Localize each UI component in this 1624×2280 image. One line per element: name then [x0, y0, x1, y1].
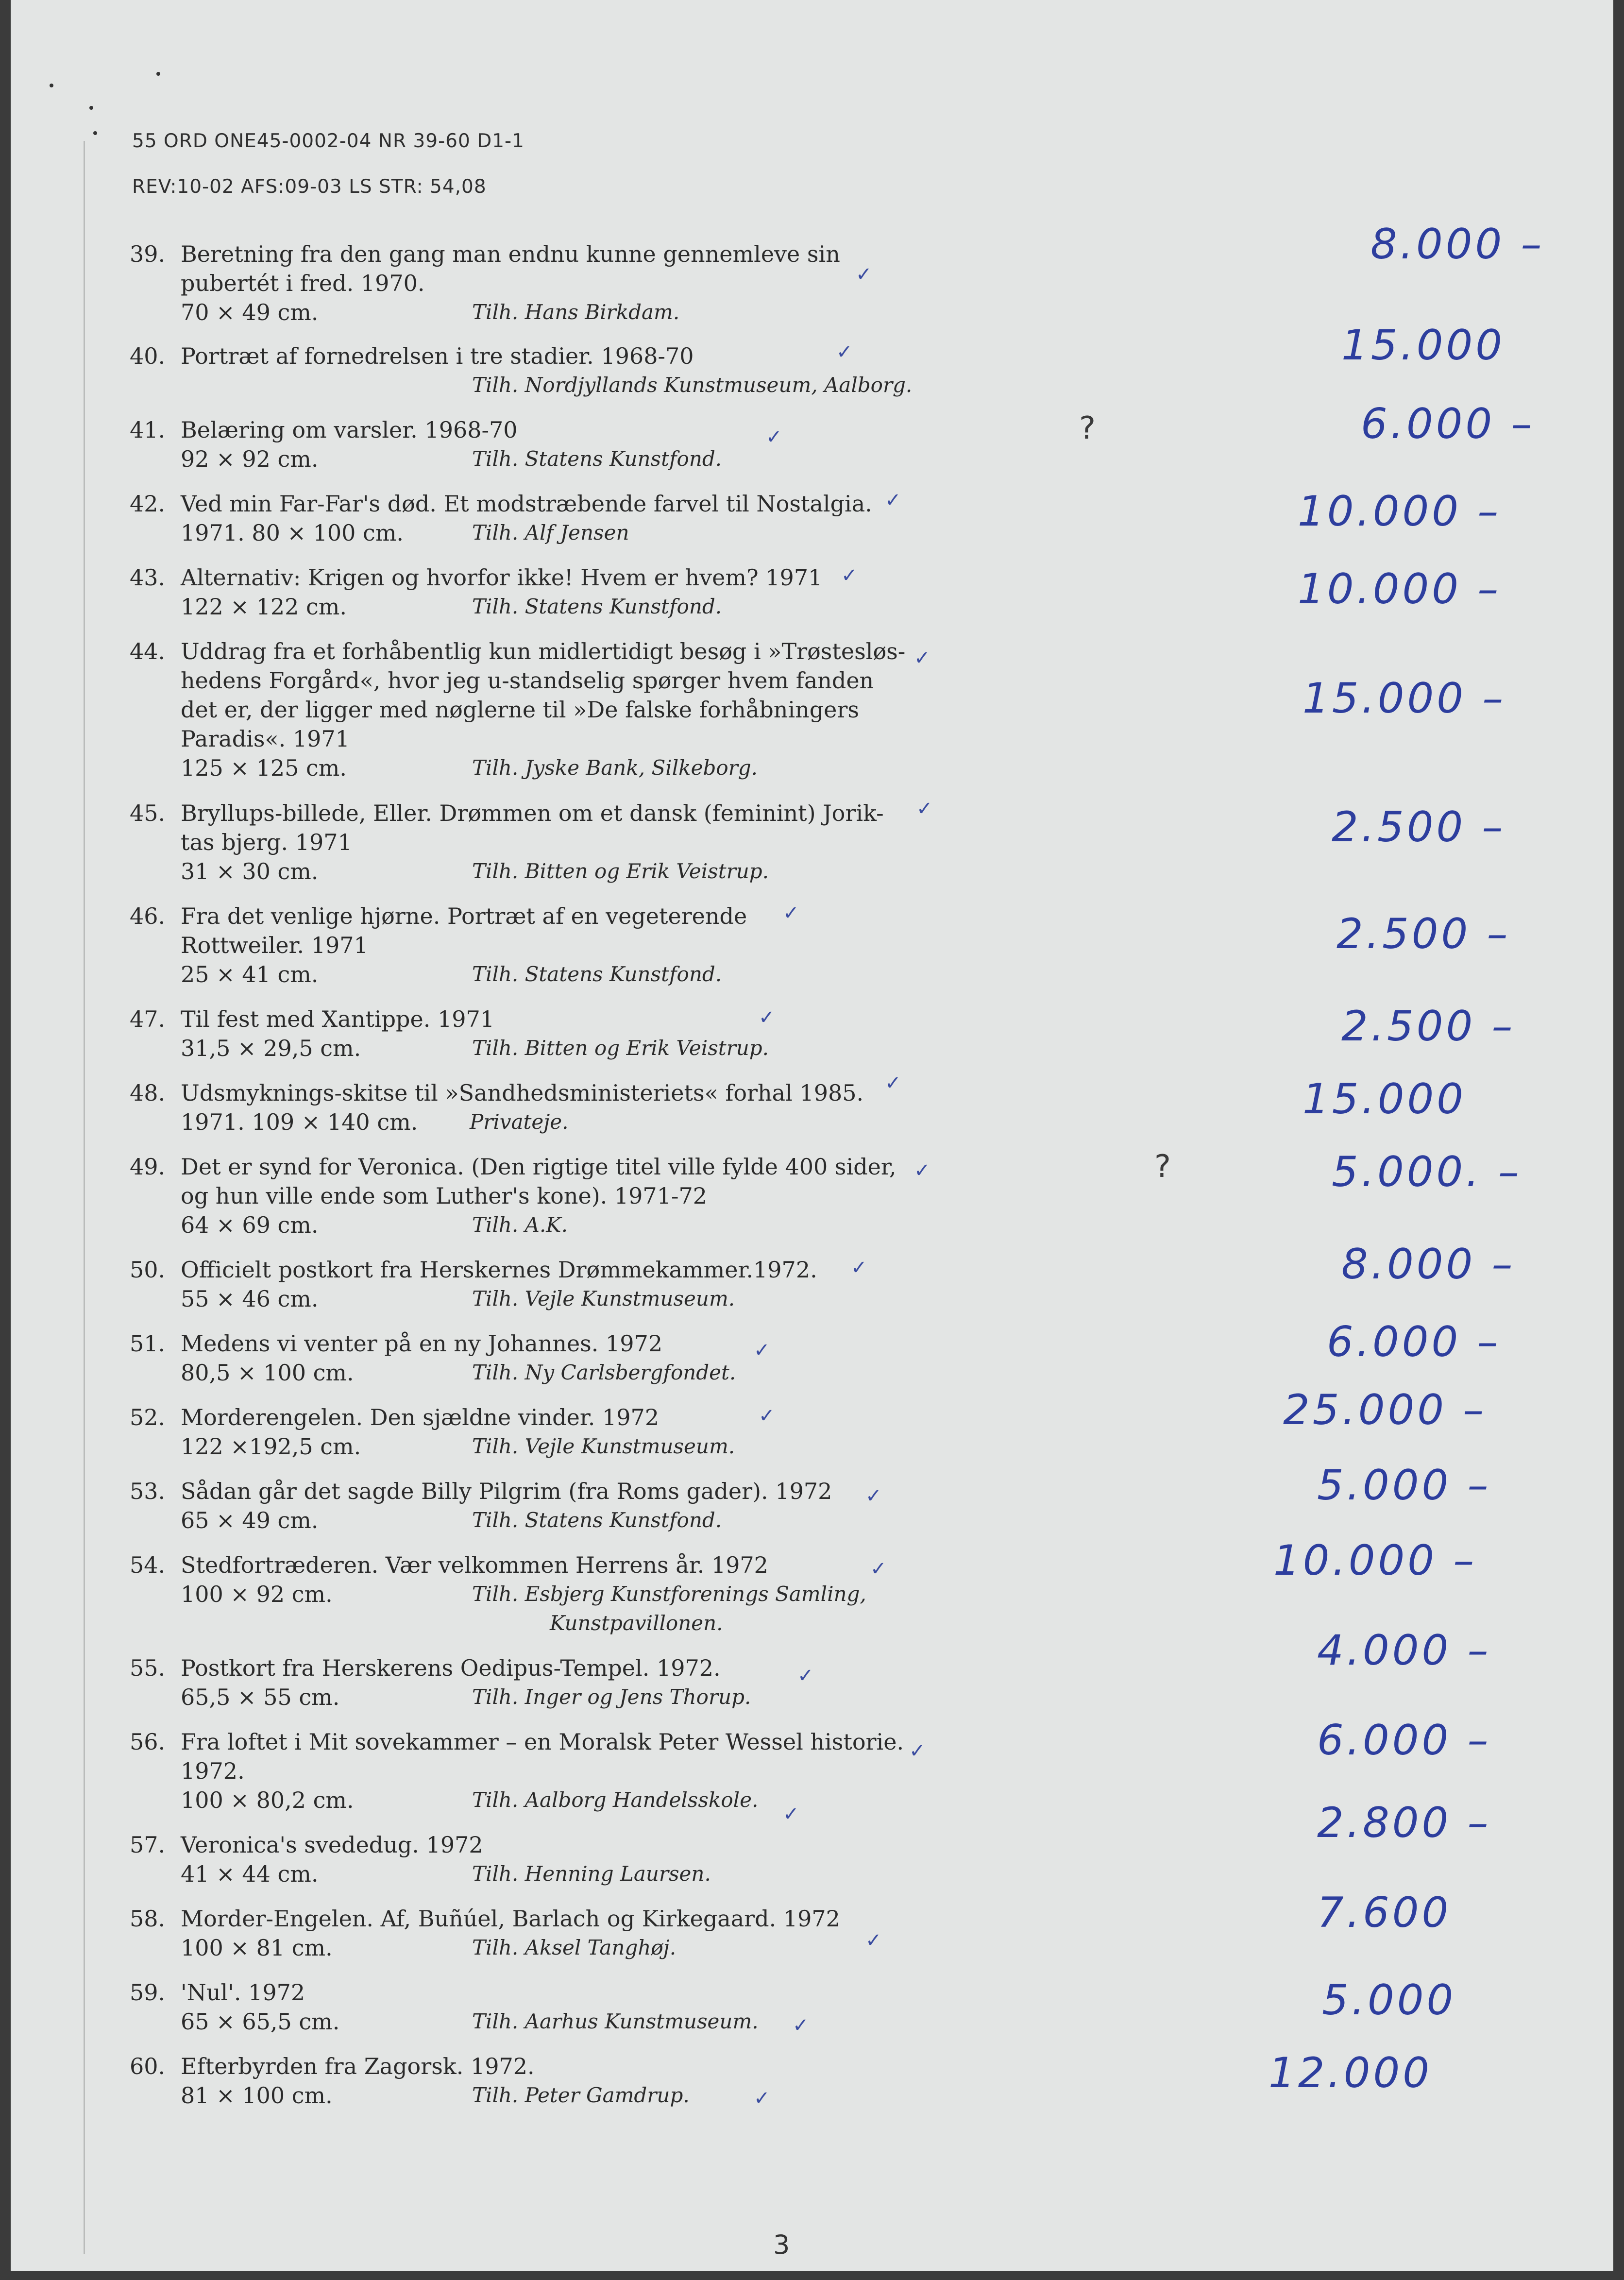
- entry-dimensions: 100 × 81 cm.: [181, 1935, 333, 1961]
- entry-number: 60.: [130, 2053, 166, 2079]
- entry-dimensions: 80,5 × 100 cm.: [181, 1360, 354, 1386]
- catalogue-entry: [130, 563, 955, 621]
- entry-owner: Tilh. Henning Laursen.: [472, 1862, 711, 1886]
- check-mark: ✓: [914, 647, 930, 669]
- catalogue-entry: [130, 1978, 955, 2036]
- entry-title-line: Beretning fra den gang man endnu kunne gennemleve sin: [181, 241, 840, 267]
- entry-owner: Tilh. Aksel Tanghøj.: [472, 1936, 677, 1959]
- entry-title-line: Morderengelen. Den sjældne vinder. 1972: [181, 1404, 660, 1430]
- entry-title-line: Udsmyknings-skitse til »Sandhedsministeriets« forhal 1985.: [181, 1080, 864, 1106]
- catalogue-entry: [130, 1255, 955, 1313]
- entry-owner: Tilh. Ny Carlsbergfondet.: [472, 1361, 736, 1384]
- entry-dimensions: 41 × 44 cm.: [181, 1861, 319, 1887]
- handwritten-price: 15.000 –: [1303, 674, 1506, 723]
- entry-title-line: Bryllups-billede, Eller. Drømmen om et dansk (feminint) Jorik-: [181, 800, 884, 826]
- entry-owner: Tilh. Esbjerg Kunstforenings Samling,: [472, 1582, 866, 1606]
- check-mark: ✓: [856, 263, 872, 286]
- check-mark: ✓: [851, 1257, 867, 1279]
- check-mark: ✓: [766, 426, 782, 448]
- entry-number: 49.: [130, 1154, 166, 1180]
- entry-owner: Tilh. Aalborg Handelsskole.: [472, 1788, 759, 1812]
- entry-dimensions: 65 × 49 cm.: [181, 1507, 319, 1533]
- catalogue-entry: [130, 341, 955, 397]
- entry-dimensions: 1971. 80 × 100 cm.: [181, 520, 404, 546]
- entry-title-line: Morder-Engelen. Af, Buñúel, Barlach og Kirkegaard. 1972: [181, 1906, 840, 1932]
- entry-number: 55.: [130, 1655, 166, 1681]
- entry-dimensions: 81 × 100 cm.: [181, 2082, 333, 2109]
- ink-dot: [93, 131, 97, 135]
- entry-owner: Tilh. Alf Jensen: [472, 521, 629, 544]
- catalogue-entry: [130, 902, 955, 989]
- entry-number: 57.: [130, 1832, 166, 1858]
- question-mark: ?: [1154, 1149, 1171, 1185]
- entry-title-line: Belæring om varsler. 1968-70: [181, 417, 518, 443]
- check-mark: ✓: [885, 1072, 901, 1094]
- entry-dimensions: 55 × 46 cm.: [181, 1286, 319, 1312]
- handwritten-price: 8.000 –: [1341, 1240, 1516, 1289]
- entry-dimensions: 31 × 30 cm.: [181, 858, 319, 885]
- handwritten-price: 10.000 –: [1273, 1536, 1477, 1585]
- ink-dot: [89, 106, 93, 110]
- entry-number: 46.: [130, 903, 166, 929]
- entry-title-line: 'Nul'. 1972: [181, 1979, 305, 2006]
- entry-dimensions: 100 × 92 cm.: [181, 1581, 333, 1607]
- entry-title-line: Officielt postkort fra Herskernes Drømmekammer.1972.: [181, 1257, 817, 1283]
- catalogue-entry: [130, 1329, 955, 1387]
- entry-title-line: Fra det venlige hjørne. Portræt af en vegeterende: [181, 903, 747, 929]
- check-mark: ✓: [916, 798, 933, 820]
- entry-owner: Tilh. Bitten og Erik Veistrup.: [472, 859, 769, 883]
- entry-title-line: Stedfortræderen. Vær velkommen Herrens år. 1972: [181, 1552, 768, 1578]
- entry-owner: Tilh. Hans Birkdam.: [472, 300, 680, 324]
- entry-number: 48.: [130, 1080, 166, 1106]
- entry-owner: Tilh. Bitten og Erik Veistrup.: [472, 1036, 769, 1060]
- check-mark: ✓: [754, 2087, 770, 2110]
- entry-number: 40.: [130, 343, 166, 369]
- handwritten-price: 6.000 –: [1327, 1318, 1501, 1366]
- entry-dimensions: 100 × 80,2 cm.: [181, 1787, 354, 1813]
- handwritten-price: 2.500 –: [1336, 910, 1511, 958]
- entry-owner: Tilh. A.K.: [472, 1213, 568, 1237]
- stamp-header-line-2: REV:10-02 AFS:09-03 LS STR: 54,08: [132, 176, 487, 198]
- entry-dimensions: 92 × 92 cm.: [181, 446, 319, 472]
- entry-dimensions: 25 × 41 cm.: [181, 961, 319, 987]
- entry-dimensions: 31,5 × 29,5 cm.: [181, 1035, 361, 1061]
- catalogue-entry: [130, 1403, 955, 1461]
- entry-owner: Tilh. Jyske Bank, Silkeborg.: [472, 756, 758, 780]
- entry-number: 56.: [130, 1729, 166, 1755]
- check-mark: ✓: [759, 1405, 775, 1427]
- catalogue-entry: [130, 799, 955, 886]
- entry-title-line: Fra loftet i Mit sovekammer – en Moralsk Peter Wessel historie.: [181, 1729, 904, 1755]
- entry-owner: Tilh. Vejle Kunstmuseum.: [472, 1287, 735, 1310]
- check-mark: ✓: [870, 1558, 887, 1580]
- entry-title-line: det er, der ligger med nøglerne til »De falske forhåbningers: [181, 697, 860, 723]
- handwritten-price: 6.000 –: [1361, 400, 1535, 448]
- entry-title-line: tas bjerg. 1971: [181, 829, 352, 855]
- entry-dimensions: 125 × 125 cm.: [181, 755, 347, 781]
- catalogue-entry: [130, 489, 955, 547]
- handwritten-price: 7.600: [1317, 1889, 1452, 1937]
- handwritten-price: 6.000 –: [1317, 1716, 1491, 1765]
- check-mark: ✓: [797, 1665, 814, 1687]
- entry-title-line: 1972.: [181, 1758, 245, 1784]
- entry-title-line: Veronica's svededug. 1972: [181, 1832, 483, 1858]
- entry-number: 42.: [130, 491, 166, 517]
- handwritten-price: 5.000. –: [1332, 1148, 1522, 1196]
- catalogue-entry: [130, 239, 955, 327]
- entry-owner: Tilh. Peter Gamdrup.: [472, 2083, 690, 2107]
- entry-owner: Tilh. Nordjyllands Kunstmuseum, Aalborg.: [472, 373, 913, 397]
- entry-number: 53.: [130, 1478, 166, 1504]
- check-mark: ✓: [793, 2014, 809, 2037]
- check-mark: ✓: [759, 1006, 775, 1029]
- stamp-header-line-1: 55 ORD ONE45-0002-04 NR 39-60 D1-1: [132, 130, 524, 152]
- catalogue-entry: [130, 2052, 955, 2110]
- entry-title-line: Medens vi venter på en ny Johannes. 1972: [181, 1330, 663, 1357]
- entry-title-line: og hun ville ende som Luther's kone). 1971-72: [181, 1183, 708, 1209]
- entry-number: 50.: [130, 1257, 166, 1283]
- entry-title-line: pubertét i fred. 1970.: [181, 270, 425, 296]
- ink-dot: [50, 84, 53, 87]
- entry-dimensions: 122 ×192,5 cm.: [181, 1433, 361, 1460]
- entry-title-line: Det er synd for Veronica. (Den rigtige titel ville fylde 400 sider,: [181, 1154, 897, 1180]
- handwritten-price: 2.500 –: [1341, 1002, 1516, 1051]
- check-mark: ✓: [909, 1740, 926, 1762]
- entry-number: 41.: [130, 417, 166, 443]
- entry-number: 52.: [130, 1404, 166, 1430]
- question-mark: ?: [1079, 410, 1096, 446]
- catalogue-entry: [130, 637, 955, 783]
- entry-title-line: Paradis«. 1971: [181, 726, 350, 752]
- entry-owner-line-2: Kunstpavillonen.: [550, 1611, 723, 1635]
- check-mark: ✓: [754, 1339, 770, 1361]
- handwritten-price: 15.000: [1303, 1075, 1466, 1123]
- margin-line: [84, 141, 85, 2254]
- entry-title-line: Til fest med Xantippe. 1971: [181, 1006, 495, 1032]
- handwritten-price: 2.500 –: [1332, 803, 1506, 851]
- catalogue-entry: [130, 1904, 955, 1962]
- handwritten-price: 5.000 –: [1317, 1461, 1491, 1510]
- ink-dot: [156, 72, 160, 76]
- catalogue-entry: [130, 1078, 955, 1137]
- handwritten-price: 2.800 –: [1317, 1799, 1491, 1847]
- handwritten-price: 10.000 –: [1298, 487, 1502, 536]
- entry-title-line: Postkort fra Herskerens Oedipus-Tempel. 1972.: [181, 1655, 721, 1681]
- entry-title-line: Ved min Far-Far's død. Et modstræbende farvel til Nostalgia.: [181, 491, 872, 517]
- check-mark: ✓: [865, 1929, 882, 1952]
- entry-dimensions: 65,5 × 55 cm.: [181, 1684, 340, 1710]
- catalogue-entry: [130, 1653, 955, 1712]
- handwritten-price: 5.000: [1322, 1976, 1456, 2025]
- check-mark: ✓: [885, 489, 901, 511]
- entry-owner: Tilh. Statens Kunstfond.: [472, 447, 722, 471]
- entry-owner: Tilh. Aarhus Kunstmuseum.: [472, 2009, 759, 2033]
- entry-number: 43.: [130, 564, 166, 591]
- entry-owner: Tilh. Inger og Jens Thorup.: [472, 1685, 751, 1709]
- catalogue-entry: [130, 1004, 955, 1063]
- entry-number: 54.: [130, 1552, 166, 1578]
- entry-dimensions: 122 × 122 cm.: [181, 594, 347, 620]
- entry-dimensions: 70 × 49 cm.: [181, 299, 319, 325]
- check-mark: ✓: [836, 341, 853, 363]
- check-mark: ✓: [783, 1803, 799, 1825]
- entry-title-line: Alternativ: Krigen og hvorfor ikke! Hvem er hvem? 1971: [181, 564, 823, 591]
- entry-owner: Tilh. Statens Kunstfond.: [472, 1508, 722, 1532]
- entry-owner: Privateje.: [470, 1110, 569, 1134]
- handwritten-price: 4.000 –: [1317, 1626, 1491, 1675]
- entry-number: 51.: [130, 1330, 166, 1357]
- catalogue-entry: [130, 1152, 955, 1240]
- catalogue-entry: [130, 1727, 955, 1815]
- catalogue-entry: [130, 1477, 955, 1535]
- check-mark: ✓: [783, 902, 799, 924]
- entry-title-line: Uddrag fra et forhåbentlig kun midlertidigt besøg i »Trøstesløs-: [181, 638, 906, 664]
- entry-title-line: Portræt af fornedrelsen i tre stadier. 1968-70: [181, 343, 694, 369]
- entry-dimensions: 64 × 69 cm.: [181, 1212, 319, 1238]
- entry-owner: Tilh. Statens Kunstfond.: [472, 962, 722, 986]
- page-number: 3: [773, 2229, 790, 2260]
- entry-title-line: Sådan går det sagde Billy Pilgrim (fra Roms gader). 1972: [181, 1478, 832, 1504]
- entry-number: 58.: [130, 1906, 166, 1932]
- handwritten-price: 12.000: [1269, 2049, 1432, 2097]
- catalogue-entry: [130, 1550, 955, 1635]
- entry-owner: Tilh. Vejle Kunstmuseum.: [472, 1434, 735, 1458]
- entry-number: 59.: [130, 1979, 166, 2006]
- check-mark: ✓: [865, 1485, 882, 1507]
- entry-title-line: Efterbyrden fra Zagorsk. 1972.: [181, 2053, 535, 2079]
- entry-number: 39.: [130, 241, 166, 267]
- entry-title-line: Rottweiler. 1971: [181, 932, 368, 958]
- entry-dimensions: 1971. 109 × 140 cm.: [181, 1109, 418, 1135]
- document-page: [11, 0, 1613, 2271]
- entry-owner: Tilh. Statens Kunstfond.: [472, 595, 722, 618]
- check-mark: ✓: [841, 564, 858, 587]
- entry-number: 47.: [130, 1006, 166, 1032]
- entry-number: 44.: [130, 638, 166, 664]
- entry-title-line: hedens Forgård«, hvor jeg u-standselig spørger hvem fanden: [181, 667, 874, 694]
- catalogue-entry: [130, 1830, 955, 1889]
- entry-number: 45.: [130, 800, 166, 826]
- handwritten-price: 8.000 –: [1370, 220, 1545, 269]
- entry-dimensions: 65 × 65,5 cm.: [181, 2008, 340, 2035]
- catalogue-entry: [130, 415, 955, 474]
- check-mark: ✓: [914, 1159, 930, 1182]
- handwritten-price: 25.000 –: [1283, 1386, 1487, 1434]
- handwritten-price: 15.000: [1341, 321, 1505, 370]
- handwritten-price: 10.000 –: [1298, 565, 1502, 613]
